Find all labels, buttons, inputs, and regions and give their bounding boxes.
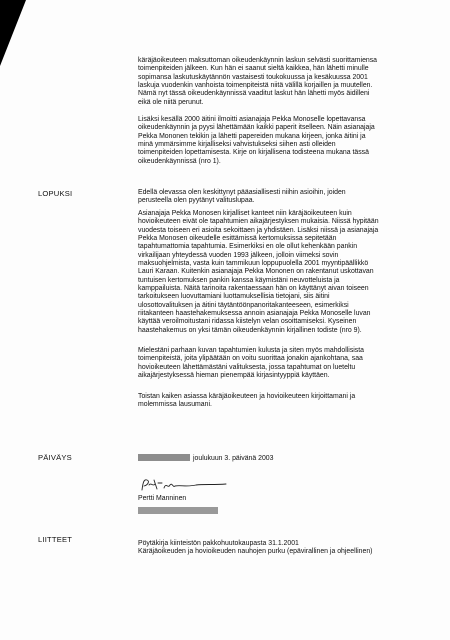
- date-text: joulukuun 3. päivänä 2003: [193, 455, 274, 462]
- paragraph-1: [138, 57, 410, 107]
- attachments-list: [138, 540, 410, 557]
- redacted-signer-detail: [138, 507, 218, 514]
- paragraph-1-text: käräjäoikeuteen maksuttoman oikeudenkäynnin laskun selvästi suorittamiensa toimenpiteiden jälkeen. Kun hän ei saanut sieltä kaikkea, hän lähetti minulle sopimansa laskutuskäytännön vastaisesti toukokuussa ja kesäkuussa 2001 laskuja vuodenkin vanhoista toimenpiteistä niitä välillä korjaillen ja muutellen. Nämä nyt tässä oikeudenkäynnissä vaaditut laskut hän lähetti myös äidilleni eikä ole niitä perunut.: [138, 57, 378, 106]
- paragraph-3-text: Edellä olevassa olen keskittynyt pääasiallisesti niihin asioihin, joiden perusteella olen pyytänyt valituslupaa.: [138, 189, 346, 205]
- date-line: [138, 454, 410, 463]
- paragraph-6: [138, 393, 410, 410]
- redacted-place: [138, 454, 190, 461]
- section-label-attachments: LIITTEET: [38, 535, 73, 544]
- section-label-closing: LOPUKSI: [38, 189, 73, 198]
- section-label-date: PÄIVÄYS: [38, 453, 72, 462]
- paragraph-5-text: Mielestäni parhaan kuvan tapahtumien kulusta ja siten myös mahdollisista toimenpiteistä, joita ylipäätään on voitu suorittaa jonakin ajankohtana, saa hovioikeuteen lähettämästäni valituksesta, jossa tapahtumat on lueteltu aikajärjestyksessä hieman pienempää kirjasintyyppiä käyttäen.: [138, 347, 364, 380]
- paragraph-2: [138, 116, 410, 166]
- attachment-item: Käräjäoikeuden ja hovioikeuden nauhojen purku (epävirallinen ja ohjeellinen): [138, 548, 373, 556]
- paragraph-6-text: Toistan kaiken asiassa käräjäoikeuteen ja hovioikeuteen kirjoittamani ja molemmissa lausumani.: [138, 393, 356, 409]
- paragraph-4-text: Asianajaja Pekka Monosen kirjalliset kanteet niin käräjäoikeuteen kuin hovioikeuteen eivät ole tapahtumien aikajärjestyksen mukaisia. Niissä hypitään vuodesta toiseen eri asioita sekoittaen ja yhdistäen. Lisäksi niissä ja asianajaja Pekka Monosen oikeudelle esittämissä kertomuksissa sepitetään tapahtumattomia tapahtumia. Esimerkiksi en ole ollut kehenkään pankin virkailijaan yhteydessä vuoden 1993 jälkeen, jolloin viimeksi sovin maksuohjelmista, vasta kuin tammikuun loppupuolella 2001 myyntipäällikkö Lauri Karaan. Kuitenkin asianajaja Pekka Mononen on rakentanut uskottavan tuntuisen kertomuksen pankin kanssa käymistäni neuvotteluista ja kamppailuista. Näitä tarinoita rakentaessaan hän on käyttänyt aivan toiseen tarkoitukseen luovuttamiani luottamuksellisia tietojani, siis äitini ulosottovalituksen ja äitini täytäntöönpanoritakanteeseen, esimerkiksi riitakanteen haastehakemuksessa annoin asianajaja Pekka Monoselle luvan käyttää veroilmoitustani ridassa kiistelyn velan osoittamiseksi. Kyseinen haastehakemus on yksi tämän oikeudenkäynnin kirjallinen todiste (nro 9).: [138, 210, 379, 334]
- attachment-item: Pöytäkirja kiinteistön pakkohuutokaupasta 31.1.2001: [138, 540, 299, 547]
- paragraph-4: [138, 210, 410, 335]
- signer-name: Pertti Manninen: [138, 495, 187, 502]
- scan-corner-shadow: [0, 0, 26, 66]
- paragraph-2-text: Lisäksi kesällä 2000 äitini ilmoitti asianajaja Pekka Monoselle lopettavansa oikeudenkäynnin ja pyysi lähettämään kaikki paperit itselleen. Näin asianajaja Pekka Mononen tekikin ja lähetti papereiden mukana kirjeen, jonka äitini ja minä ymmärsimme kirjalliseksi vahvistukseksi siihen asti olleiden toimenpiteiden lopettamisesta. Kirje on kirjallisena todisteena mukana tässä oikeudenkäynnissä (nro 1).: [138, 116, 375, 165]
- paragraph-3: [138, 189, 410, 206]
- paragraph-5: [138, 347, 410, 380]
